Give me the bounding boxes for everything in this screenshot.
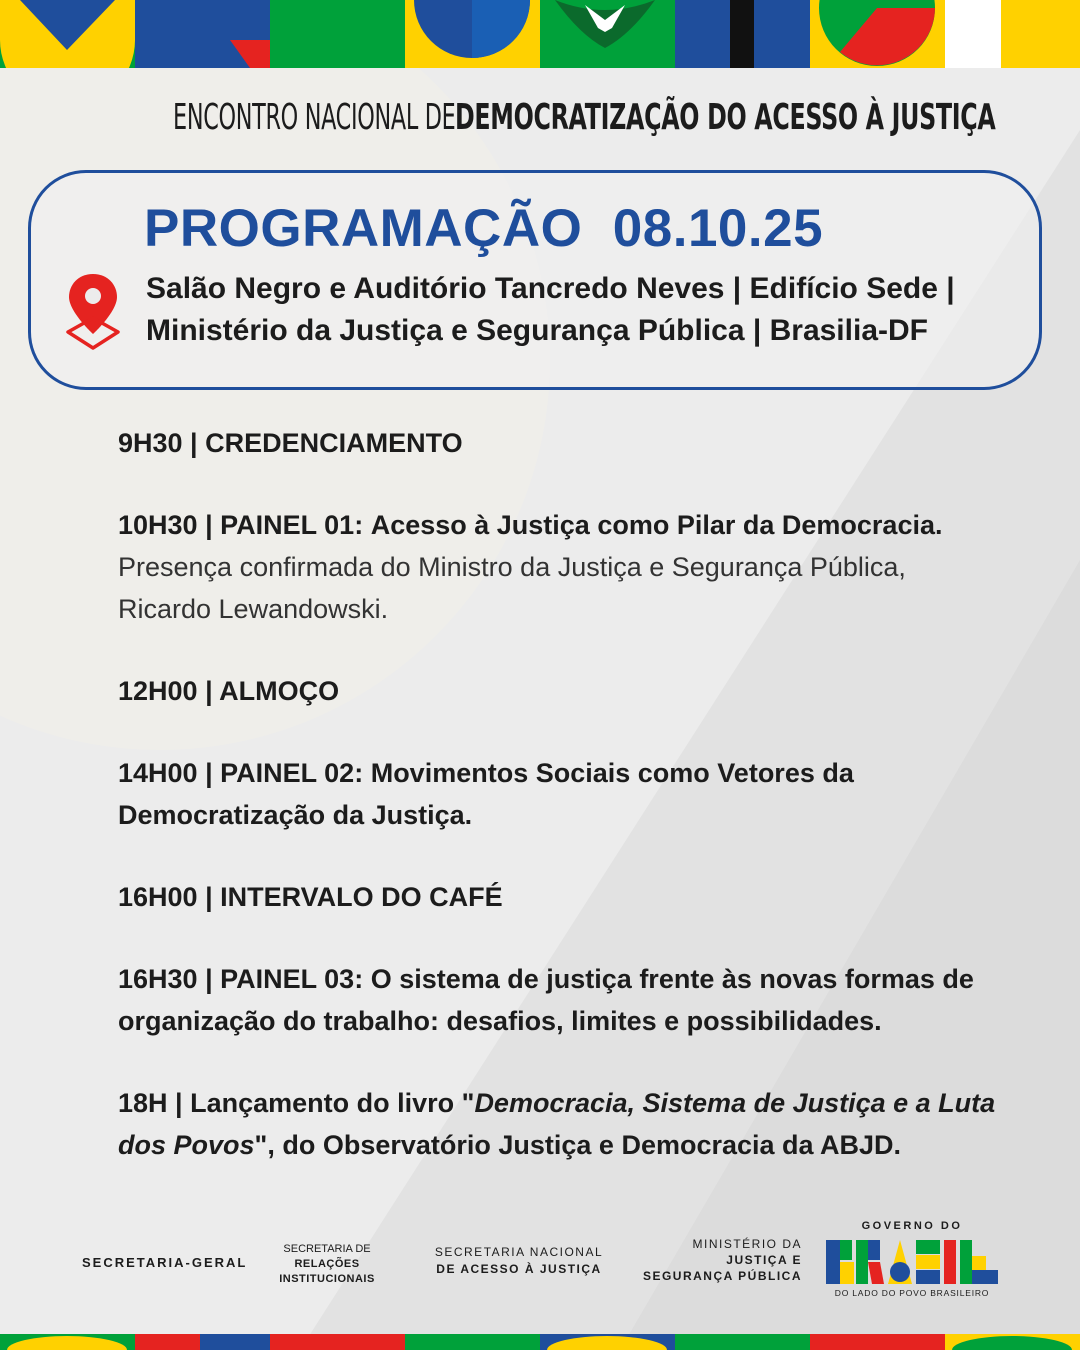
schedule-label: PAINEL 02: [220,758,364,788]
schedule-item: 16H00 | INTERVALO DO CAFÉ [118,882,503,912]
footer-logos [0,1215,1080,1305]
schedule-time: 9H30 [118,428,183,458]
schedule-item: 12H00 | ALMOÇO [118,676,340,706]
location-pin-icon [64,272,122,352]
logo-secretaria-relacoes-institucionais: SECRETARIA DE RELAÇÕES INSTITUCIONAIS [279,1243,375,1285]
logo-governo-do-brasil [822,1220,1002,1300]
program-title: PROGRAMAÇÃO 08.10.25 [144,199,824,258]
gov-top-text: GOVERNO DO [861,1220,963,1232]
schedule-label: CREDENCIAMENTO [205,428,463,458]
schedule-time: 16H00 [118,882,198,912]
schedule-time: 14H00 [118,758,198,788]
logo-secretaria-nacional-acesso-justica: SECRETARIA NACIONAL DE ACESSO À JUSTIÇA [434,1245,604,1276]
schedule-title: Movimentos Sociais como Vetores da Democratização da Justiça. [118,758,854,830]
schedule-note: Presença confirmada do Ministro da Justiça e Segurança Pública, Ricardo Lewandowski. [118,552,906,624]
logo-secretaria-geral: SECRETARIA-GERAL [82,1255,248,1270]
schedule-label: ALMOÇO [219,676,340,706]
brasil-wordmark-logo [826,1238,998,1286]
schedule-text-before: Lançamento do livro " [190,1088,475,1118]
schedule-item: 16H30 | PAINEL 03: O sistema de justiça frente às novas formas de organização do trabalho: desafios, limites e possibilidades. [118,964,974,1036]
event-title-bold: DEMOCRATIZAÇÃO DO ACESSO À JUSTIÇA [455,97,996,138]
schedule-time: 18H [118,1088,168,1118]
event-location [146,268,1026,352]
schedule-title: O sistema de justiça frente às novas formas de organização do trabalho: desafios, limites e possibilidades. [118,964,974,1036]
schedule-time: 16H30 [118,964,198,994]
schedule-item: 18H | Lançamento do livro "Democracia, Sistema de Justiça e a Luta dos Povos", do Observatório Justiça e Democracia da ABJD. [118,1088,996,1160]
gov-tagline: DO LADO DO POVO BRASILEIRO [834,1288,990,1298]
schedule-label: PAINEL 01: [220,510,364,540]
book-title: Democracia, Sistema de Justiça e a Luta dos Povos [118,1088,996,1160]
schedule-time: 12H00 [118,676,198,706]
schedule-item: 10H30 | PAINEL 01: Acesso à Justiça como Pilar da Democracia. Presença confirmada do Ministro da Justiça e Segurança Pública, Ricardo Lewandowski. [118,504,998,630]
location-line-2: Ministério da Justiça e Segurança Pública | Brasilia-DF [146,314,928,347]
schedule-label: PAINEL 03: [220,964,364,994]
schedule-list [118,422,998,1206]
event-title-light: ENCONTRO NACIONAL DE [173,97,456,138]
schedule-text-after: ", do Observatório Justiça e Democracia da ABJD. [254,1130,902,1160]
gov-word: BRASIL [826,1238,830,1239]
schedule-item: 14H00 | PAINEL 02: Movimentos Sociais como Vetores da Democratização da Justiça. [118,758,854,830]
schedule-title: Acesso à Justiça como Pilar da Democracia. [370,510,943,540]
event-title [0,96,1080,139]
location-line-1: Salão Negro e Auditório Tancredo Neves | Edifício Sede | [146,272,955,305]
schedule-time: 10H30 [118,510,198,540]
schedule-item: 9H30 | CREDENCIAMENTO [118,428,463,458]
schedule-label: INTERVALO DO CAFÉ [220,882,503,912]
logo-ministerio-justica: MINISTÉRIO DA JUSTIÇA E SEGURANÇA PÚBLICA [642,1237,802,1283]
